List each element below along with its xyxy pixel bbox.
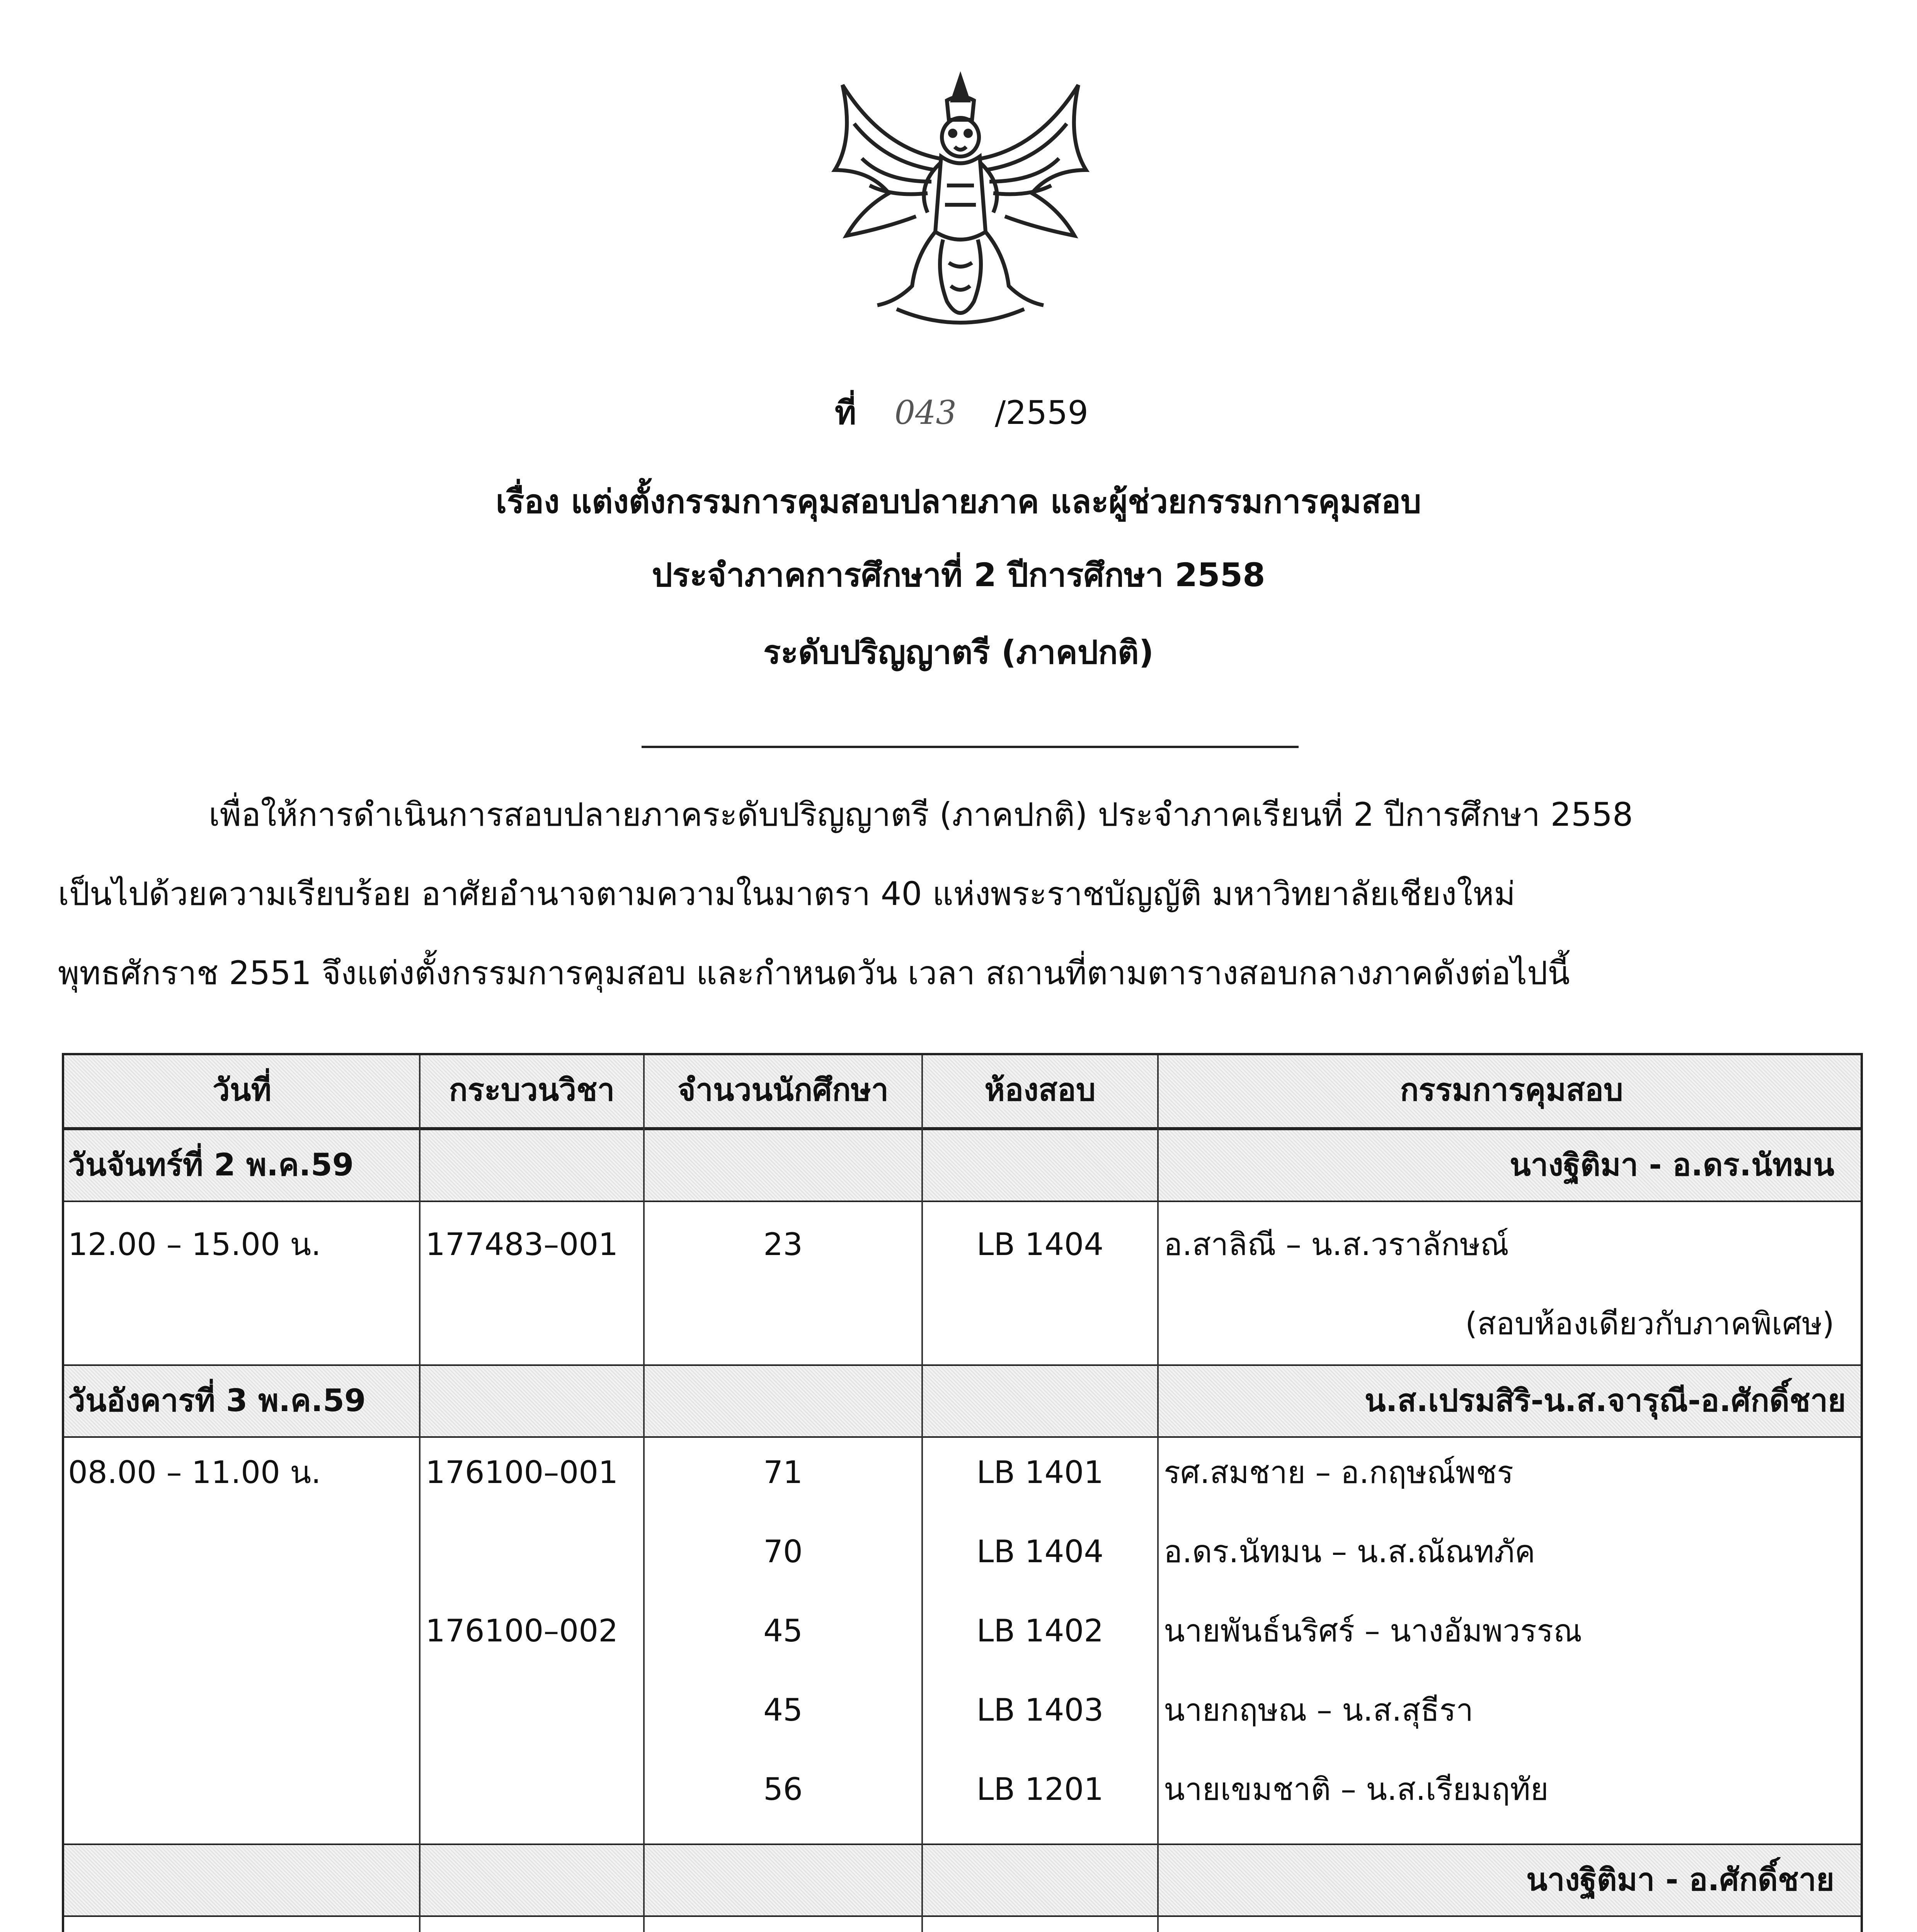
day-row [64,1844,1861,1917]
column-divider [643,1055,645,1932]
proctor-names: นายพันธ์นริศร์ – นางอัมพวรรณ [1164,1613,1582,1649]
subject-semester: ประจำภาคการศึกษาที่ 2 ปีการศึกษา 2558 [652,556,1265,594]
column-divider [1157,1055,1159,1932]
proctor-note: (สอบห้องเดียวกับภาคพิเศษ) [1465,1306,1834,1342]
student-count: 45 [763,1692,803,1728]
exam-schedule-table [62,1053,1863,1932]
table-row [64,1202,1861,1364]
proctor-names: รศ.สมชาย – อ.กฤษณ์พชร [1164,1454,1514,1490]
column-divider [921,1055,923,1932]
course-code: 176100–002 [426,1613,618,1649]
student-count: 71 [763,1454,803,1490]
day-committee: น.ส.เปรมสิริ-น.ส.จารุณี-อ.ศักดิ์ชาย [1364,1383,1846,1418]
body-paragraph-line-2: เป็นไปด้วยความเรียบร้อย อาศัยอำนาจตามความในมาตรา 40 แห่งพระราชบัญญัติ มหาวิทยาลัยเชียงใหม่ [58,875,1515,913]
doc-number-suffix: /2559 [994,394,1088,432]
day-committee: นางฐิติมา - อ.ศักดิ์ชาย [1526,1862,1834,1898]
student-count: 70 [763,1534,803,1570]
student-count: 23 [763,1226,803,1262]
exam-room: LB 1201 [976,1771,1104,1807]
proctor-names: นายเขมชาติ – น.ส.เรียมฤทัย [1164,1771,1549,1807]
subject-title: เรื่อง แต่งตั้งกรรมการคุมสอบปลายภาค และผู้ช่วยกรรมการคุมสอบ [495,483,1422,520]
column-header-room: ห้องสอบ [984,1072,1096,1108]
table-row-group [64,1438,1861,1844]
column-header-students: จำนวนนักศึกษา [677,1072,889,1108]
proctor-names: นายกฤษณ – น.ส.สุธีรา [1164,1692,1474,1728]
column-header-proctors: กรรมการคุมสอบ [1400,1072,1623,1108]
table-header-row [64,1055,1861,1129]
day-committee: นางฐิติมา - อ.ดร.นัทมน [1510,1147,1834,1183]
subject-level: ระดับปริญญาตรี (ภาคปกติ) [763,633,1154,671]
student-count: 56 [763,1771,803,1807]
exam-room: LB 1401 [976,1454,1104,1490]
garuda-emblem-icon [819,70,1102,336]
divider-line [642,746,1299,748]
column-header-date: วันที่ [212,1072,272,1108]
day-row [64,1364,1861,1438]
doc-number-handwritten: 043 [894,394,957,432]
exam-room: LB 1403 [976,1692,1104,1728]
doc-number-prefix: ที่ [835,394,856,432]
course-code: 177483–001 [426,1226,618,1262]
course-code: 176100–001 [426,1454,618,1490]
exam-room: LB 1402 [976,1613,1104,1649]
proctor-names: อ.สาลิณี – น.ส.วราลักษณ์ [1164,1226,1509,1262]
day-date: วันอังคารที่ 3 พ.ค.59 [68,1383,366,1418]
exam-room: LB 1404 [976,1226,1104,1262]
document-number [835,386,1088,438]
exam-time: 08.00 – 11.00 น. [68,1454,321,1490]
column-header-course: กระบวนวิชา [449,1072,615,1108]
proctor-names: อ.ดร.นัทมน – น.ส.ณัณทภัค [1164,1534,1536,1570]
exam-room: LB 1404 [976,1534,1104,1570]
student-count: 45 [763,1613,803,1649]
table-row [64,1917,1861,1932]
day-row [64,1129,1861,1202]
day-date: วันจันทร์ที่ 2 พ.ค.59 [68,1147,354,1183]
body-paragraph-line-1: เพื่อให้การดำเนินการสอบปลายภาคระดับปริญญาตรี (ภาคปกติ) ประจำภาคเรียนที่ 2 ปีการศึกษา 2558 [209,796,1633,833]
exam-time: 12.00 – 15.00 น. [68,1226,321,1262]
column-divider [419,1055,421,1932]
body-paragraph-line-3: พุทธศักราช 2551 จึงแต่งตั้งกรรมการคุมสอบ และกำหนดวัน เวลา สถานที่ตามตารางสอบกลางภาคดังต่อไปนี้ [58,954,1570,992]
